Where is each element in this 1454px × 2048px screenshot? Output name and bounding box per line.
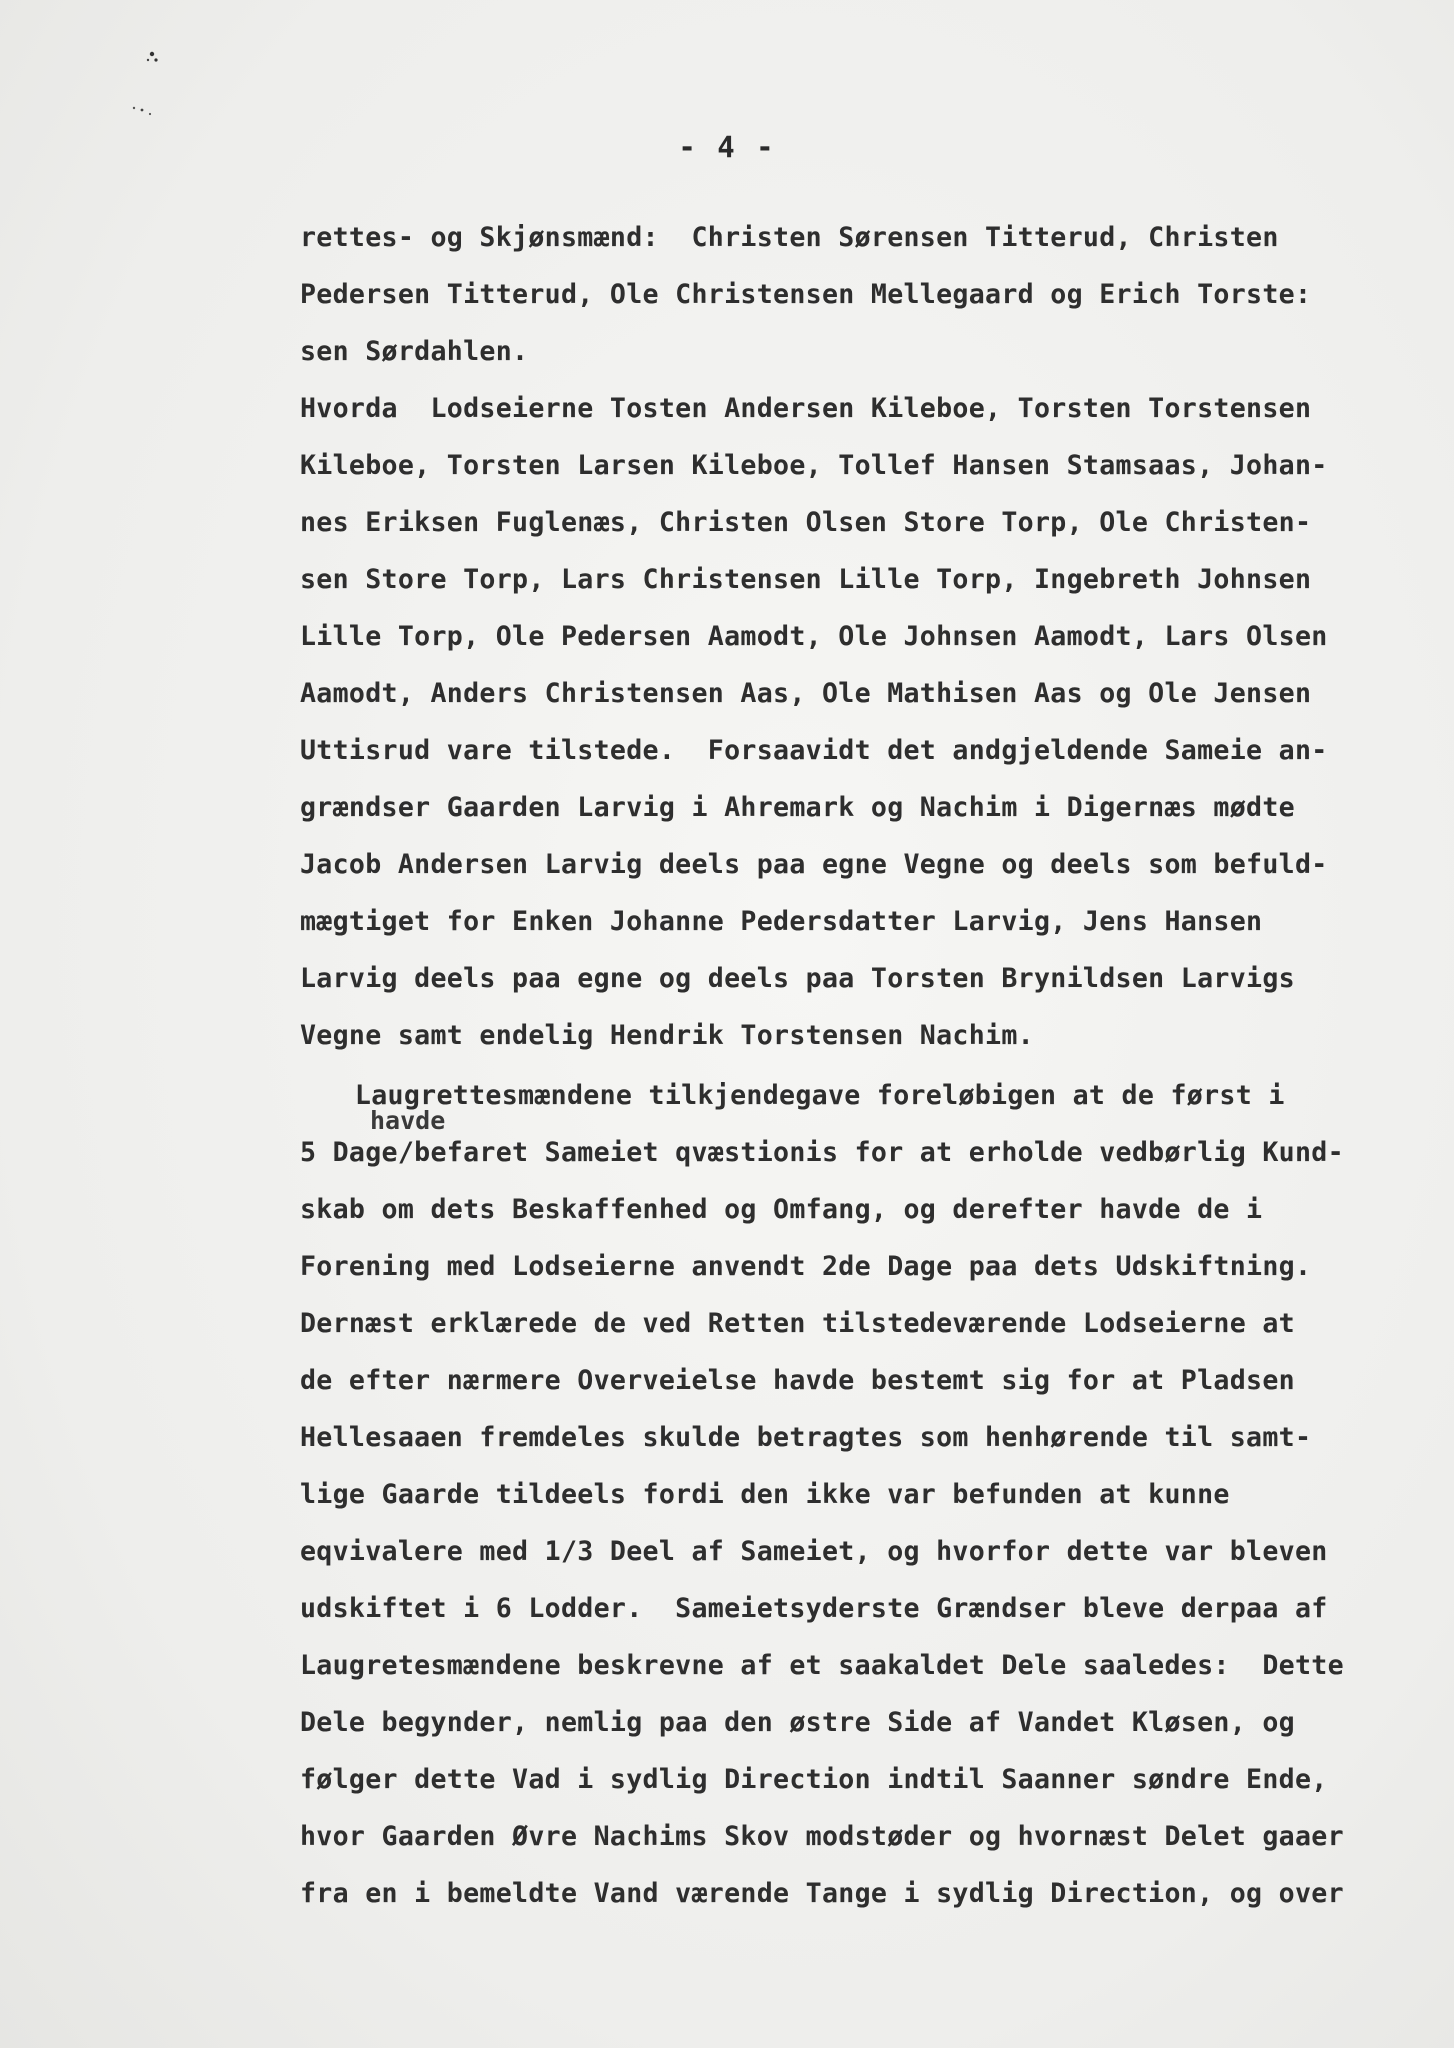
page-number: - 4 -	[678, 130, 776, 164]
text-line: Laugrettesmændene tilkjendegave foreløbigen at de først i	[306, 1080, 1285, 1111]
text-line: Hvorda Lodseierne Tosten Andersen Kileboe, Torsten Torstensen	[300, 393, 1312, 424]
text-line: skab om dets Beskaffenhed og Omfang, og derefter havde de i	[300, 1194, 1263, 1225]
text-line: Dele begynder, nemlig paa den østre Side af Vandet Kløsen, og	[300, 1707, 1295, 1738]
text-line: udskiftet i 6 Lodder. Sameietsyderste Grændser bleve derpaa af	[300, 1593, 1328, 1624]
text-line: rettes- og Skjønsmænd: Christen Sørensen Titterud, Christen	[300, 222, 1279, 253]
text-line: Aamodt, Anders Christensen Aas, Ole Mathisen Aas og Ole Jensen	[300, 678, 1312, 709]
text-line: Laugretesmændene beskrevne af et saakaldet Dele saaledes: Dette	[300, 1650, 1344, 1681]
text-line: Dernæst erklærede de ved Retten tilstedeværende Lodseierne at	[300, 1308, 1295, 1339]
text-line: Kileboe, Torsten Larsen Kileboe, Tollef Hansen Stamsaas, Johan-	[300, 450, 1328, 481]
text-line: Lille Torp, Ole Pedersen Aamodt, Ole Johnsen Aamodt, Lars Olsen	[300, 621, 1328, 652]
text-line: de efter nærmere Overveielse havde bestemt sig for at Pladsen	[300, 1365, 1295, 1396]
text-line: 5 Dage/befaret Sameiet qvæstionis for at erholde vedbørlig Kund-	[300, 1137, 1344, 1168]
interlinear-insert: havde	[370, 1106, 446, 1135]
margin-specks	[128, 40, 168, 120]
text-line: Hellesaaen fremdeles skulde betragtes som henhørende til samt-	[300, 1422, 1312, 1453]
text-line: sen Sørdahlen.	[300, 336, 529, 367]
text-line: Larvig deels paa egne og deels paa Torsten Brynildsen Larvigs	[300, 963, 1295, 994]
text-line: nes Eriksen Fuglenæs, Christen Olsen Store Torp, Ole Christen-	[300, 507, 1312, 538]
text-line: grændser Gaarden Larvig i Ahremark og Nachim i Digernæs mødte	[300, 792, 1295, 823]
text-line: Pedersen Titterud, Ole Christensen Mellegaard og Erich Torste:	[300, 279, 1312, 310]
text-line: Forening med Lodseierne anvendt 2de Dage paa dets Udskiftning.	[300, 1251, 1312, 1282]
text-line: hvor Gaarden Øvre Nachims Skov modstøder og hvornæst Delet gaaer	[300, 1821, 1344, 1852]
text-line: Jacob Andersen Larvig deels paa egne Vegne og deels som befuld-	[300, 849, 1328, 880]
text-line: lige Gaarde tildeels fordi den ikke var befunden at kunne	[300, 1479, 1230, 1510]
text-line: fra en i bemeldte Vand værende Tange i sydlig Direction, og over	[300, 1878, 1344, 1909]
text-line: mægtiget for Enken Johanne Pedersdatter Larvig, Jens Hansen	[300, 906, 1263, 937]
text-line: Uttisrud vare tilstede. Forsaavidt det andgjeldende Sameie an-	[300, 735, 1328, 766]
text-line: følger dette Vad i sydlig Direction indtil Saanner søndre Ende,	[300, 1764, 1328, 1795]
text-line: sen Store Torp, Lars Christensen Lille Torp, Ingebreth Johnsen	[300, 564, 1312, 595]
text-line: eqvivalere med 1/3 Deel af Sameiet, og hvorfor dette var bleven	[300, 1536, 1328, 1567]
text-line: Vegne samt endelig Hendrik Torstensen Nachim.	[300, 1020, 1034, 1051]
